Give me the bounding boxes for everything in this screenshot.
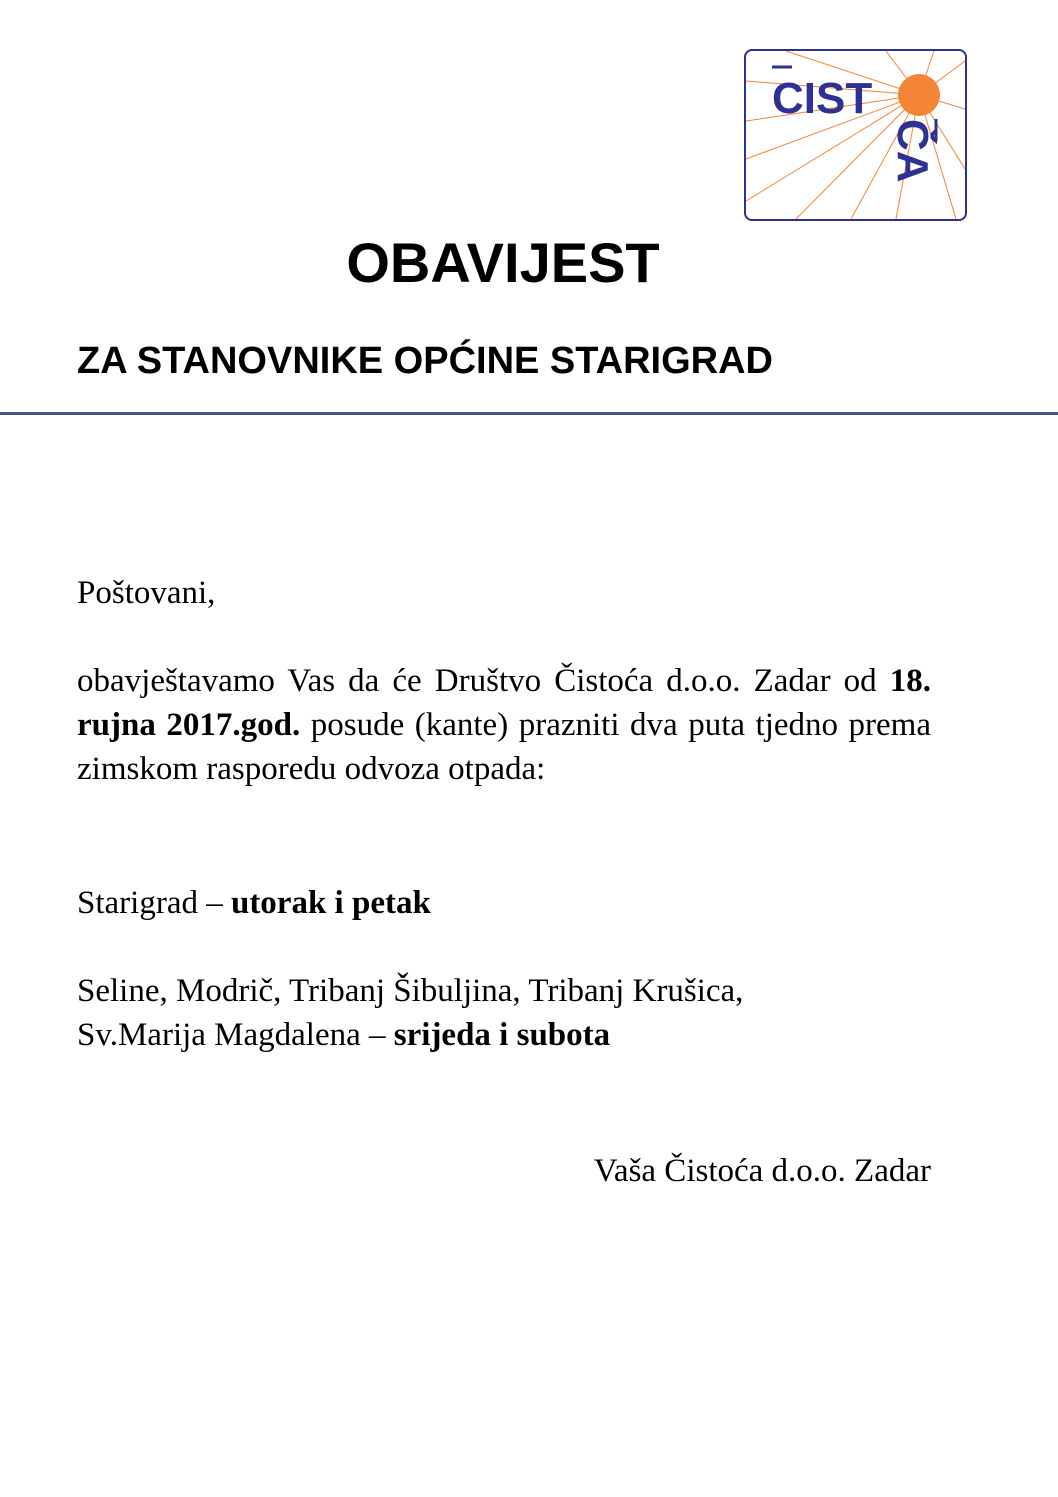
- logo-text-top: CIST: [772, 74, 873, 123]
- company-logo: [744, 49, 967, 221]
- sun-icon: [898, 74, 940, 116]
- schedule-starigrad: [77, 881, 931, 925]
- greeting: Poštovani,: [77, 575, 216, 611]
- notice-paragraph: [77, 659, 931, 791]
- page-title: OBAVIJEST: [346, 231, 660, 294]
- schedule-places-line1: Seline, Modrič, Tribanj Šibuljina, Tribanj Krušica,: [77, 973, 744, 1009]
- schedule-other-villages: [77, 969, 931, 1057]
- sun-rays-icon: [746, 51, 965, 219]
- signature: Vaša Čistoća d.o.o. Zadar: [593, 1153, 931, 1189]
- paragraph-text-start: obavještavamo Vas da će Društvo Čistoća d.o.o. Zadar od: [77, 663, 890, 699]
- page-subtitle: ZA STANOVNIKE OPĆINE STARIGRAD: [77, 340, 773, 382]
- schedule-days: utorak i petak: [230, 885, 431, 921]
- schedule-places-line2: Sv.Marija Magdalena –: [77, 1017, 394, 1053]
- logo-text-side: ČA: [888, 119, 937, 183]
- schedule-days: srijeda i subota: [393, 1017, 611, 1053]
- paragraph-text-end: posude (kante) prazniti dva puta tjedno prema zimskom rasporedu odvoza otpada:: [77, 707, 931, 787]
- schedule-places: Starigrad –: [77, 885, 231, 921]
- effective-date: 18. rujna 2017.god.: [77, 663, 931, 743]
- header-divider: [0, 412, 1058, 415]
